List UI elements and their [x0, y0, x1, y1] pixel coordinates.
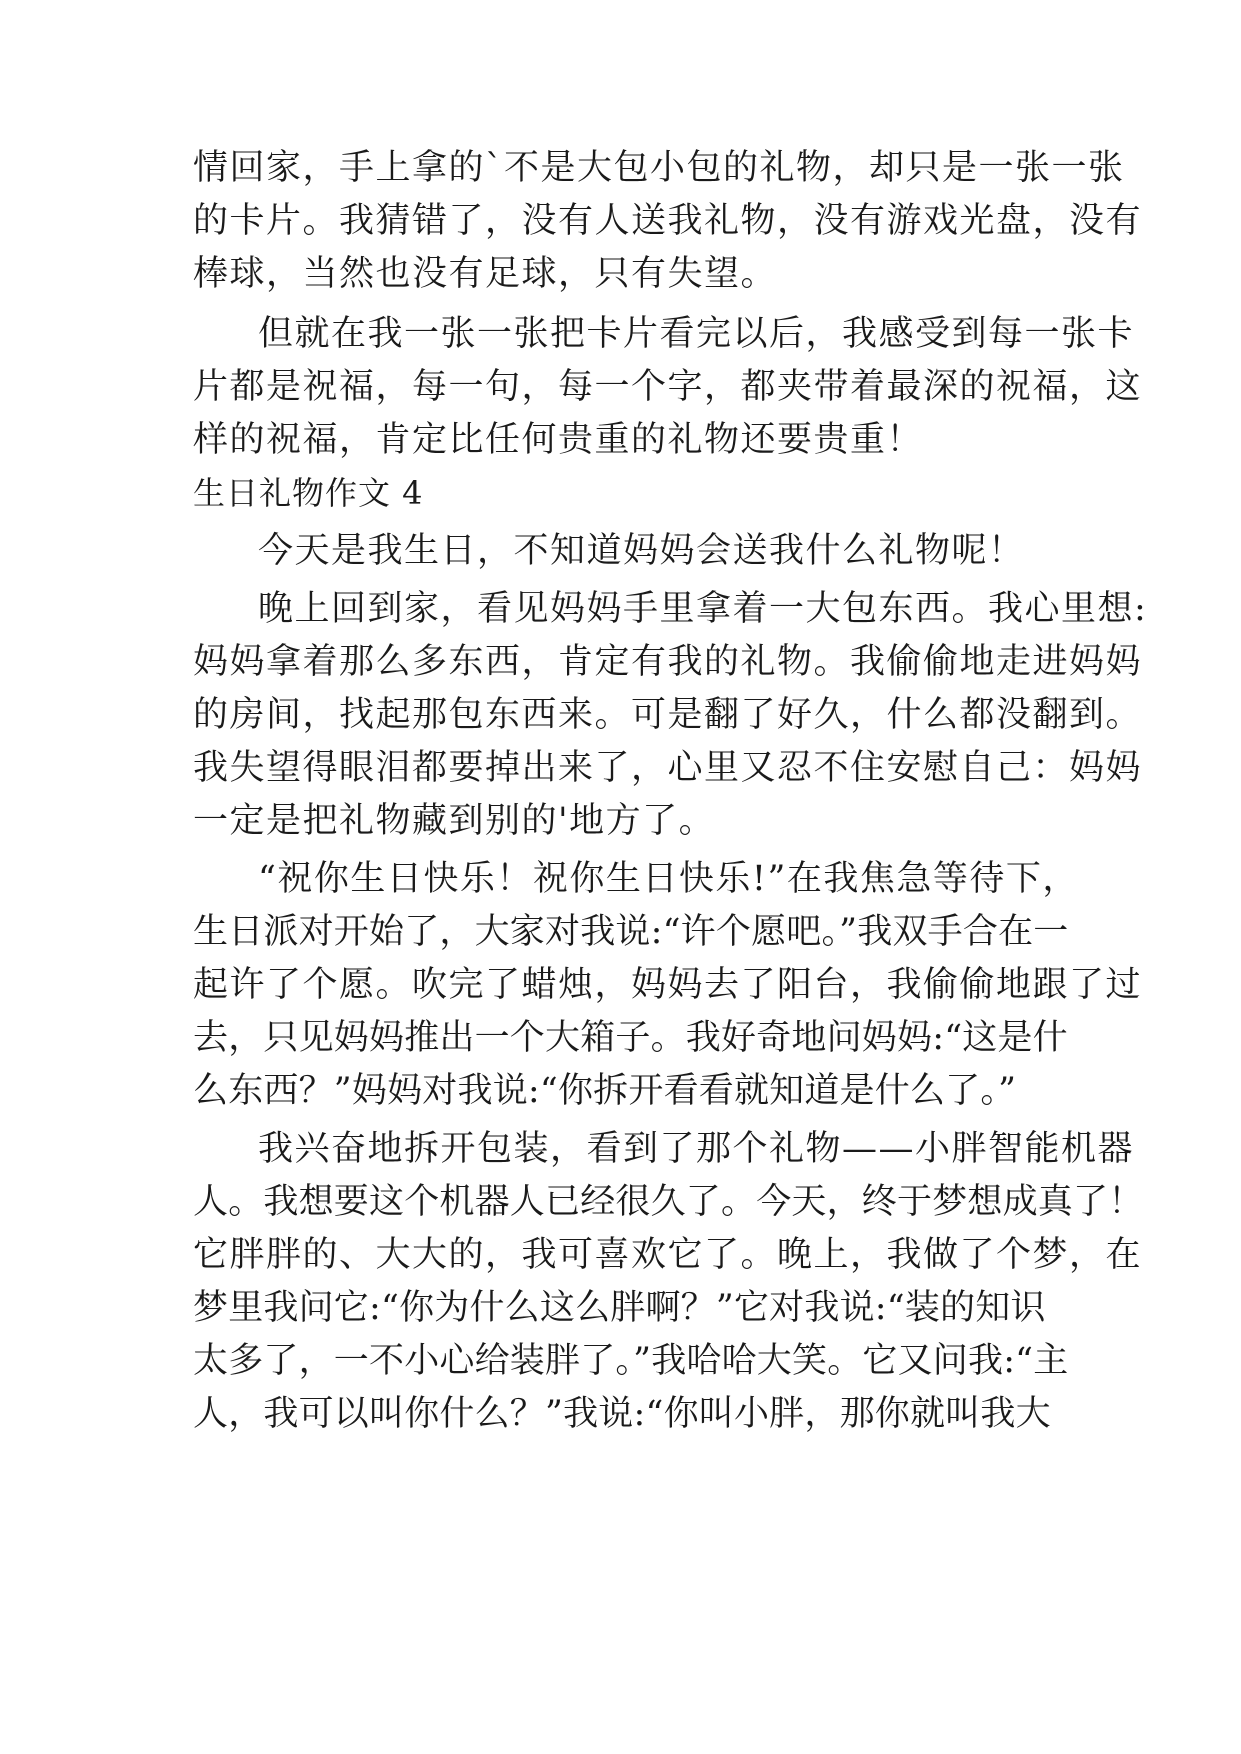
- text-line: 样的祝福，肯定比任何贵重的礼物还要贵重！: [193, 420, 924, 460]
- text-line: 我兴奋地拆开包装，看到了那个礼物——小胖智能机器: [258, 1129, 1135, 1169]
- text-line: 情回家，手上拿的`不是大包小包的礼物，却只是一张一张: [193, 148, 1125, 188]
- text-line: 我失望得眼泪都要掉出来了，心里又忍不住安慰自己：妈妈: [193, 748, 1143, 788]
- text-line: 人。我想要这个机器人已经很久了。今天，终于梦想成真了！: [193, 1182, 1144, 1222]
- section-heading: 生日礼物作文 4: [193, 474, 424, 512]
- text-line: 今天是我生日，不知道妈妈会送我什么礼物呢！: [258, 531, 1025, 571]
- text-line: “祝你生日快乐！祝你生日快乐!”在我焦急等待下，: [258, 859, 1079, 899]
- text-line: 起许了个愿。吹完了蜡烛，妈妈去了阳台，我偷偷地跟了过: [193, 965, 1143, 1005]
- text-line: 但就在我一张一张把卡片看完以后，我感受到每一张卡: [258, 314, 1135, 354]
- text-line: 么东西？”妈妈对我说:“你拆开看看就知道是什么了。”: [193, 1071, 1017, 1111]
- text-line: 棒球，当然也没有足球，只有失望。: [193, 254, 778, 294]
- text-line: 的卡片。我猜错了，没有人送我礼物，没有游戏光盘，没有: [193, 201, 1143, 241]
- text-line: 晚上回到家，看见妈妈手里拿着一大包东西。我心里想:: [258, 589, 1148, 629]
- text-line: 太多了，一不小心给装胖了。”我哈哈大笑。它又问我:“主: [193, 1341, 1069, 1381]
- text-line: 去，只见妈妈推出一个大箱子。我好奇地问妈妈:“这是什: [193, 1018, 1068, 1058]
- text-line: 的房间，找起那包东西来。可是翻了好久，什么都没翻到。: [193, 695, 1143, 735]
- text-line: 一定是把礼物藏到别的'地方了。: [193, 801, 716, 841]
- text-line: 片都是祝福，每一句，每一个字，都夹带着最深的祝福，这: [193, 367, 1143, 407]
- text-line: 它胖胖的、大大的，我可喜欢它了。晚上，我做了个梦，在: [193, 1235, 1143, 1275]
- text-line: 生日派对开始了，大家对我说:“许个愿吧。”我双手合在一: [193, 912, 1069, 952]
- text-line: 人，我可以叫你什么？”我说:“你叫小胖，那你就叫我大: [193, 1394, 1051, 1434]
- text-line: 梦里我问它:“你为什么这么胖啊？”它对我说:“装的知识: [193, 1288, 1046, 1328]
- text-line: 妈妈拿着那么多东西，肯定有我的礼物。我偷偷地走进妈妈: [193, 642, 1143, 682]
